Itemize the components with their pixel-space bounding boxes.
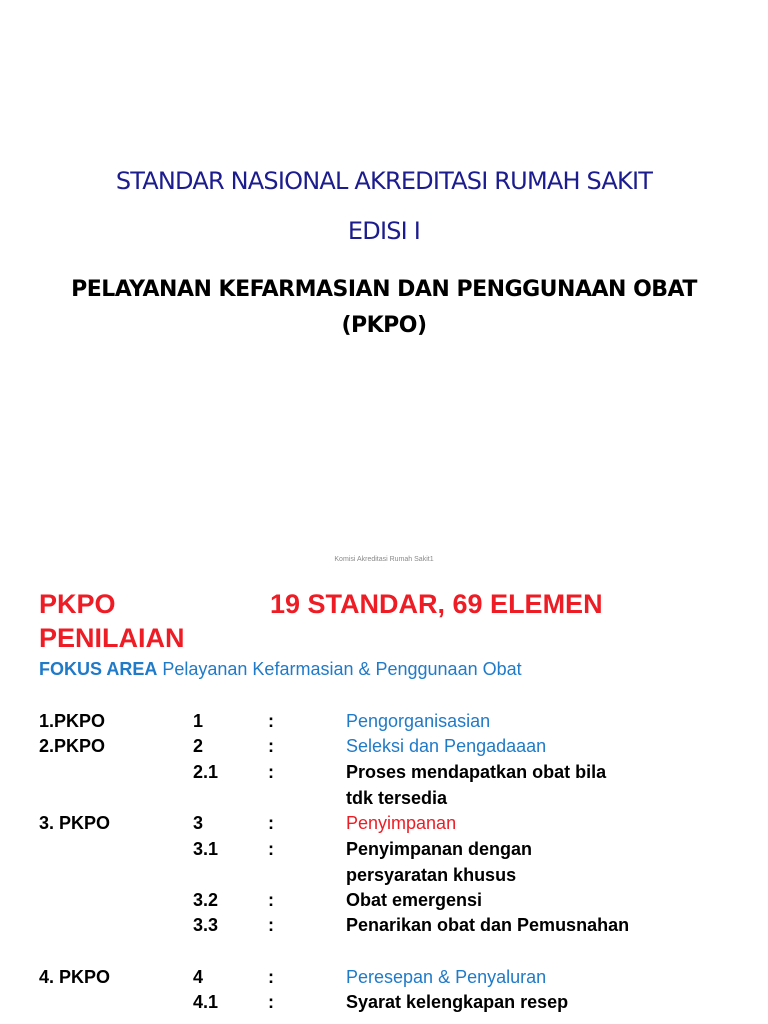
row-number: 3 <box>193 813 204 833</box>
focus-text: Pelayanan Kefarmasian & Penggunaan Obat <box>162 659 522 679</box>
row-colon: : <box>268 890 274 910</box>
list-row <box>0 733 768 759</box>
slide2-heading-label: PKPO <box>39 589 116 619</box>
row-description: Penarikan obat dan Pemusnahan <box>346 915 630 935</box>
slide1-edition: EDISI I <box>347 217 421 245</box>
row-description: tdk tersedia <box>346 788 448 808</box>
row-number: 2.1 <box>193 762 219 782</box>
row-colon: : <box>268 711 274 731</box>
slide2-focus-area <box>39 657 522 681</box>
row-description: persyaratan khusus <box>346 865 517 885</box>
list-row <box>0 836 768 862</box>
row-number: 2 <box>193 736 204 756</box>
row-colon: : <box>268 813 274 833</box>
slide1-footer: Komisi Akreditasi Rumah Sakit1 <box>334 556 434 563</box>
list-row <box>0 862 768 888</box>
slide1-title: STANDAR NASIONAL AKREDITASI RUMAH SAKIT <box>115 167 653 195</box>
list-row <box>0 989 768 1015</box>
list-row <box>0 759 768 785</box>
row-colon: : <box>268 992 274 1012</box>
row-description: Proses mendapatkan obat bila <box>346 762 607 782</box>
list-row <box>0 810 768 836</box>
row-colon: : <box>268 839 274 859</box>
row-prefix: 1.PKPO <box>39 711 106 731</box>
row-description: Pengorganisasian <box>346 711 491 731</box>
row-colon: : <box>268 915 274 935</box>
row-colon: : <box>268 967 274 987</box>
list-row <box>0 887 768 913</box>
row-description: Obat emergensi <box>346 890 483 910</box>
row-prefix: 3. PKPO <box>39 813 111 833</box>
row-colon: : <box>268 762 274 782</box>
row-colon: : <box>268 736 274 756</box>
row-number: 3.1 <box>193 839 219 859</box>
row-number: 1 <box>193 711 204 731</box>
row-number: 3.2 <box>193 890 219 910</box>
slide1-subtitle: PELAYANAN KEFARMASIAN DAN PENGGUNAAN OBAT <box>71 277 697 302</box>
row-description: Seleksi dan Pengadaaan <box>346 736 547 756</box>
list-row <box>0 912 768 938</box>
row-description: Penyimpanan <box>346 813 457 833</box>
list-row <box>0 785 768 811</box>
focus-keyword: FOKUS AREA <box>39 659 158 679</box>
list-row <box>0 964 768 990</box>
slide2-heading-label2: PENILAIAN <box>39 623 185 653</box>
row-prefix: 2.PKPO <box>39 736 106 756</box>
list-row <box>0 708 768 734</box>
row-number: 3.3 <box>193 915 219 935</box>
slide2-heading-count: 19 STANDAR, 69 ELEMEN <box>270 589 603 619</box>
slide1-subtitle-abbr: (PKPO) <box>341 313 427 338</box>
row-description: Penyimpanan dengan <box>346 839 533 859</box>
row-prefix: 4. PKPO <box>39 967 111 987</box>
row-number: 4 <box>193 967 204 987</box>
row-description: Syarat kelengkapan resep <box>346 992 569 1012</box>
row-description: Peresepan & Penyaluran <box>346 967 547 987</box>
row-number: 4.1 <box>193 992 219 1012</box>
